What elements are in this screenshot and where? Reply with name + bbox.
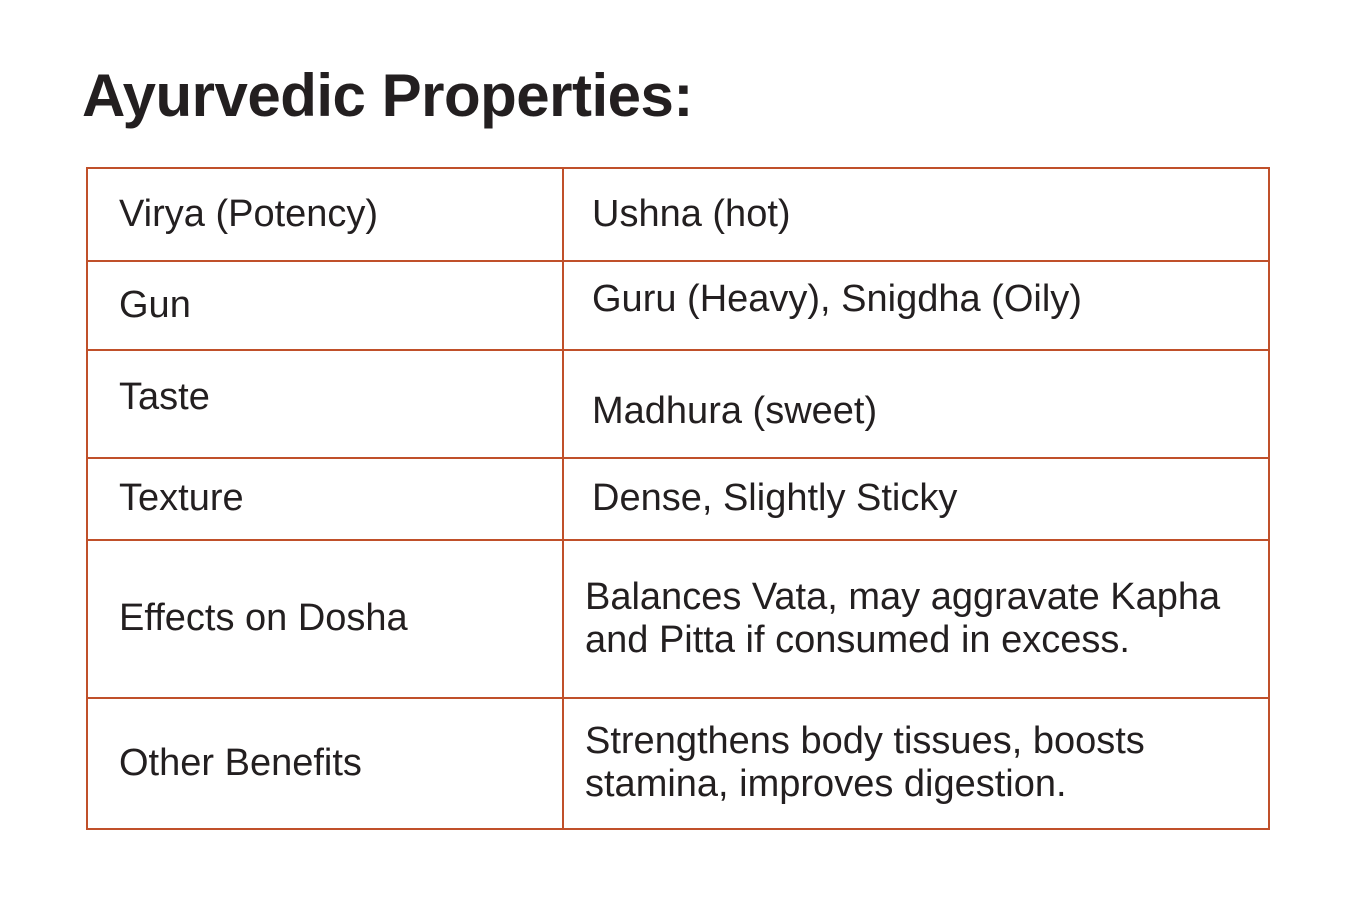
property-value: Dense, Slightly Sticky bbox=[592, 477, 958, 520]
property-name-cell bbox=[87, 458, 563, 540]
property-value-cell bbox=[563, 261, 1269, 349]
table-row bbox=[87, 458, 1269, 540]
table-row bbox=[87, 168, 1269, 261]
property-value: Guru (Heavy), Snigdha (Oily) bbox=[592, 277, 1082, 320]
property-value: Madhura (sweet) bbox=[592, 390, 878, 433]
property-value: Balances Vata, may aggravate Kapha and Pitta if consumed in excess. bbox=[585, 575, 1221, 661]
table-row bbox=[87, 540, 1269, 697]
table-row bbox=[87, 698, 1269, 829]
table-row bbox=[87, 261, 1269, 349]
page-title: Ayurvedic Properties: bbox=[82, 62, 693, 129]
ayurvedic-properties-table bbox=[86, 167, 1270, 830]
property-value-cell bbox=[563, 540, 1269, 697]
property-name: Virya (Potency) bbox=[119, 193, 379, 236]
table-row bbox=[87, 350, 1269, 458]
property-value-cell bbox=[563, 698, 1269, 829]
property-value-cell bbox=[563, 458, 1269, 540]
property-name-cell bbox=[87, 350, 563, 458]
property-name-cell bbox=[87, 168, 563, 261]
property-name: Effects on Dosha bbox=[119, 597, 408, 640]
property-value-cell bbox=[563, 168, 1269, 261]
property-name-cell bbox=[87, 698, 563, 829]
property-name: Taste bbox=[119, 376, 210, 419]
property-name-cell bbox=[87, 261, 563, 349]
property-name: Gun bbox=[119, 283, 191, 326]
property-value: Strengthens body tissues, boosts stamina, improves digestion. bbox=[585, 720, 1145, 806]
property-name: Other Benefits bbox=[119, 741, 362, 784]
property-name: Texture bbox=[119, 477, 244, 520]
property-value-cell bbox=[563, 350, 1269, 458]
property-value: Ushna (hot) bbox=[592, 193, 791, 236]
property-name-cell bbox=[87, 540, 563, 697]
